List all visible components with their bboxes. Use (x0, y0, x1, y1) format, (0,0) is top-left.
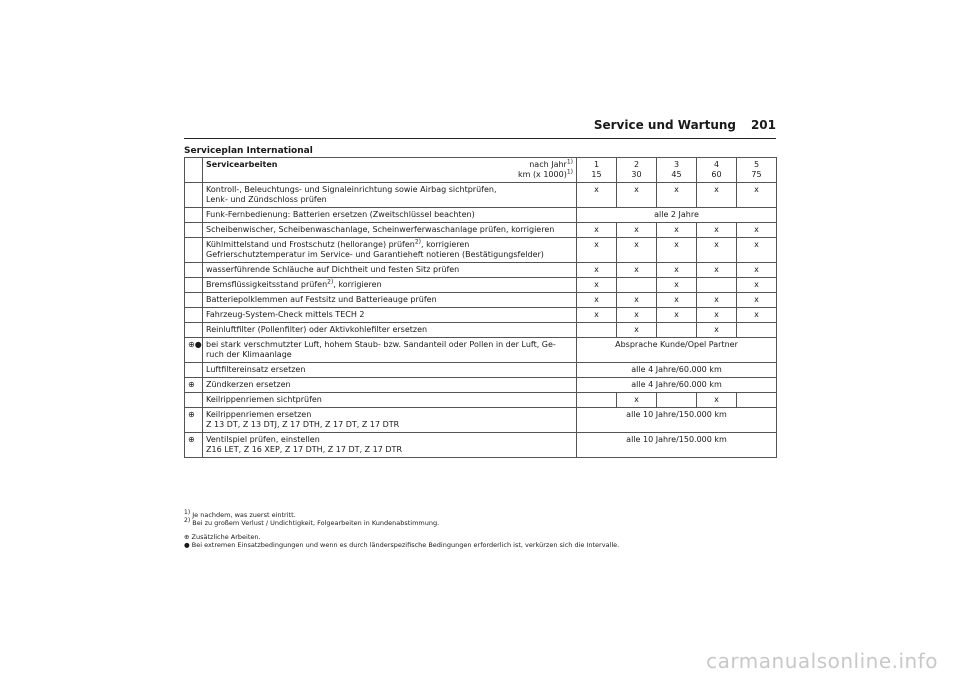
interval-cell: x (657, 308, 697, 323)
table-row (185, 378, 777, 393)
row-marker (185, 393, 203, 408)
table-title: Serviceplan International (184, 146, 313, 156)
table-row (185, 433, 777, 458)
description-line: Kontroll-, Beleuchtungs- und Signaleinrichtung sowie Airbag sichtprüfen, (206, 185, 497, 194)
interval-cell: x (737, 223, 777, 238)
row-marker (185, 223, 203, 238)
interval-cell: x (617, 393, 657, 408)
interval-cell: x (617, 183, 657, 208)
description-line: Bremsflüssigkeitsstand prüfen (206, 280, 328, 289)
interval-cell (577, 393, 617, 408)
row-marker: ⊕ (185, 408, 203, 433)
header-interval-1: 1 15 (577, 158, 617, 183)
interval-cell: x (577, 183, 617, 208)
service-plan-table (184, 157, 777, 458)
description-line: Luftfiltereinsatz ersetzen (206, 365, 306, 374)
interval-cell: x (657, 293, 697, 308)
row-description (203, 323, 577, 338)
table-row (185, 223, 777, 238)
interval-text: alle 2 Jahre (577, 208, 777, 223)
footnote-additional: ⊕ Zusätzliche Arbeiten. (184, 533, 261, 541)
interval-cell: x (617, 308, 657, 323)
description-line: Z 13 DT, Z 13 DTJ, Z 17 DTH, Z 17 DT, Z 17 DTR (206, 420, 400, 429)
header-interval-labels (518, 160, 573, 180)
description-line: Lenk- und Zündschloss prüfen (206, 195, 327, 204)
table-row (185, 393, 777, 408)
header-year-label: nach Jahr (529, 160, 567, 169)
footnote-1: $^{1)}$ Je nachdem, was zuerst eintritt. (184, 508, 296, 519)
table-header-label (203, 158, 577, 183)
interval-cell (737, 323, 777, 338)
row-marker: ⊕ (185, 433, 203, 458)
header-km-label: km (x 1000) (517, 170, 567, 179)
header-interval-3: 3 45 (657, 158, 697, 183)
interval-cell: x (737, 278, 777, 293)
row-marker: ⊕● (185, 338, 203, 363)
description-line: Keilrippenriemen ersetzen (206, 410, 312, 419)
header-interval-5: 5 75 (737, 158, 777, 183)
description-line: Zündkerzen ersetzen (206, 380, 291, 389)
row-description (203, 338, 577, 363)
footnote-2: $^{2)}$ Bei zu großem Verlust / Undichtigkeit, Folgearbeiten in Kundenabstimmung. (184, 516, 440, 527)
interval-cell: x (697, 263, 737, 278)
table-row (185, 183, 777, 208)
plus-circle-icon: ⊕ (184, 533, 190, 541)
interval-cell: x (577, 308, 617, 323)
interval-cell: x (697, 308, 737, 323)
interval-cell: x (577, 238, 617, 263)
interval-cell: x (577, 263, 617, 278)
table-row (185, 208, 777, 223)
interval-cell (617, 278, 657, 293)
table-row (185, 323, 777, 338)
row-description (203, 378, 577, 393)
description-line: ruch der Klimaanlage (206, 350, 292, 359)
row-description (203, 208, 577, 223)
interval-cell: x (737, 238, 777, 263)
interval-cell: x (737, 263, 777, 278)
interval-cell: x (577, 278, 617, 293)
interval-text: Absprache Kunde/Opel Partner (577, 338, 777, 363)
interval-cell: x (697, 238, 737, 263)
row-marker (185, 323, 203, 338)
footnote-ref: 2) (327, 278, 334, 286)
page-header (184, 118, 776, 139)
interval-cell: x (617, 293, 657, 308)
table-header-row (185, 158, 777, 183)
table-row (185, 408, 777, 433)
interval-text: alle 10 Jahre/150.000 km (577, 433, 777, 458)
table-row (185, 308, 777, 323)
interval-cell: x (617, 323, 657, 338)
description-line: Gefrierschutztemperatur im Service- und Garantieheft notieren (Bestätigungsfelder) (206, 250, 544, 259)
description-line: Keilrippenriemen sichtprüfen (206, 395, 322, 404)
row-description (203, 238, 577, 263)
row-description (203, 183, 577, 208)
row-marker (185, 183, 203, 208)
description-line: Kühlmittelstand und Frostschutz (hellorange) prüfen (206, 240, 415, 249)
interval-cell: x (617, 223, 657, 238)
interval-cell: x (617, 263, 657, 278)
description-line: Fahrzeug-System-Check mittels TECH 2 (206, 310, 365, 319)
row-marker: ⊕ (185, 378, 203, 393)
footnote-ref: 1) (566, 158, 573, 166)
table-row (185, 293, 777, 308)
table-row (185, 278, 777, 293)
interval-cell: x (657, 238, 697, 263)
interval-cell (657, 323, 697, 338)
interval-cell: x (657, 278, 697, 293)
row-marker (185, 208, 203, 223)
row-description (203, 278, 577, 293)
row-marker (185, 238, 203, 263)
interval-cell: x (737, 183, 777, 208)
interval-cell: x (697, 323, 737, 338)
header-interval-4: 4 60 (697, 158, 737, 183)
bullet-icon: ● (184, 541, 190, 549)
row-description (203, 363, 577, 378)
footnote-ref: 2) (414, 238, 422, 246)
table-row (185, 363, 777, 378)
interval-cell: x (697, 293, 737, 308)
page-number: 201 (750, 118, 776, 132)
table-row (185, 338, 777, 363)
interval-cell: x (737, 293, 777, 308)
interval-cell (577, 323, 617, 338)
interval-cell: x (737, 308, 777, 323)
interval-cell: x (657, 263, 697, 278)
row-description (203, 408, 577, 433)
interval-cell: x (657, 183, 697, 208)
description-line: Scheibenwischer, Scheibenwaschanlage, Scheinwerferwaschanlage prüfen, korrigieren (206, 225, 555, 234)
description-suffix: , korrigieren (333, 280, 382, 289)
header-interval-2: 2 30 (617, 158, 657, 183)
header-servicearbeiten: Servicearbeiten (206, 160, 278, 169)
row-marker (185, 308, 203, 323)
interval-cell: x (657, 223, 697, 238)
table-row (185, 238, 777, 263)
interval-cell: x (577, 293, 617, 308)
footnote-ref: 1) (566, 168, 573, 176)
interval-cell: x (697, 223, 737, 238)
interval-text: alle 4 Jahre/60.000 km (577, 363, 777, 378)
row-marker (185, 278, 203, 293)
row-description (203, 433, 577, 458)
row-description (203, 393, 577, 408)
footnotes (184, 508, 620, 549)
row-marker (185, 363, 203, 378)
row-description (203, 223, 577, 238)
interval-text: alle 10 Jahre/150.000 km (577, 408, 777, 433)
table-row (185, 263, 777, 278)
description-line: Z16 LET, Z 16 XEP, Z 17 DTH, Z 17 DT, Z 17 DTR (206, 445, 403, 454)
description-suffix: , korrigieren (421, 240, 470, 249)
interval-cell: x (577, 223, 617, 238)
interval-cell (657, 393, 697, 408)
interval-text: alle 4 Jahre/60.000 km (577, 378, 777, 393)
interval-cell: x (697, 393, 737, 408)
description-line: Reinluftfilter (Pollenfilter) oder Aktivkohlefilter ersetzen (206, 325, 428, 334)
row-description (203, 308, 577, 323)
table-header-mark (185, 158, 203, 183)
description-line: Funk-Fernbedienung: Batterien ersetzen (Zweitschlüssel beachten) (206, 210, 475, 219)
row-marker (185, 263, 203, 278)
interval-cell (697, 278, 737, 293)
row-description (203, 263, 577, 278)
description-line: wasserführende Schläuche auf Dichtheit und festen Sitz prüfen (206, 265, 460, 274)
interval-cell (737, 393, 777, 408)
header-title: Service und Wartung (593, 118, 736, 132)
description-line: Batteriepolklemmen auf Festsitz und Batterieauge prüfen (206, 295, 437, 304)
interval-cell: x (617, 238, 657, 263)
footnote-extreme: ● Bei extremen Einsatzbedingungen und wenn es durch länderspezifische Bedingungen erforderlich ist, verkürzen sich die Intervalle. (184, 541, 620, 549)
interval-cell: x (697, 183, 737, 208)
row-marker (185, 293, 203, 308)
watermark: carmanualsonline.info (706, 649, 938, 673)
description-line: bei stark verschmutzter Luft, hohem Staub- bzw. Sandanteil oder Pollen in der Luft, Ge- (206, 340, 556, 349)
description-line: Ventilspiel prüfen, einstellen (206, 435, 320, 444)
row-description (203, 293, 577, 308)
